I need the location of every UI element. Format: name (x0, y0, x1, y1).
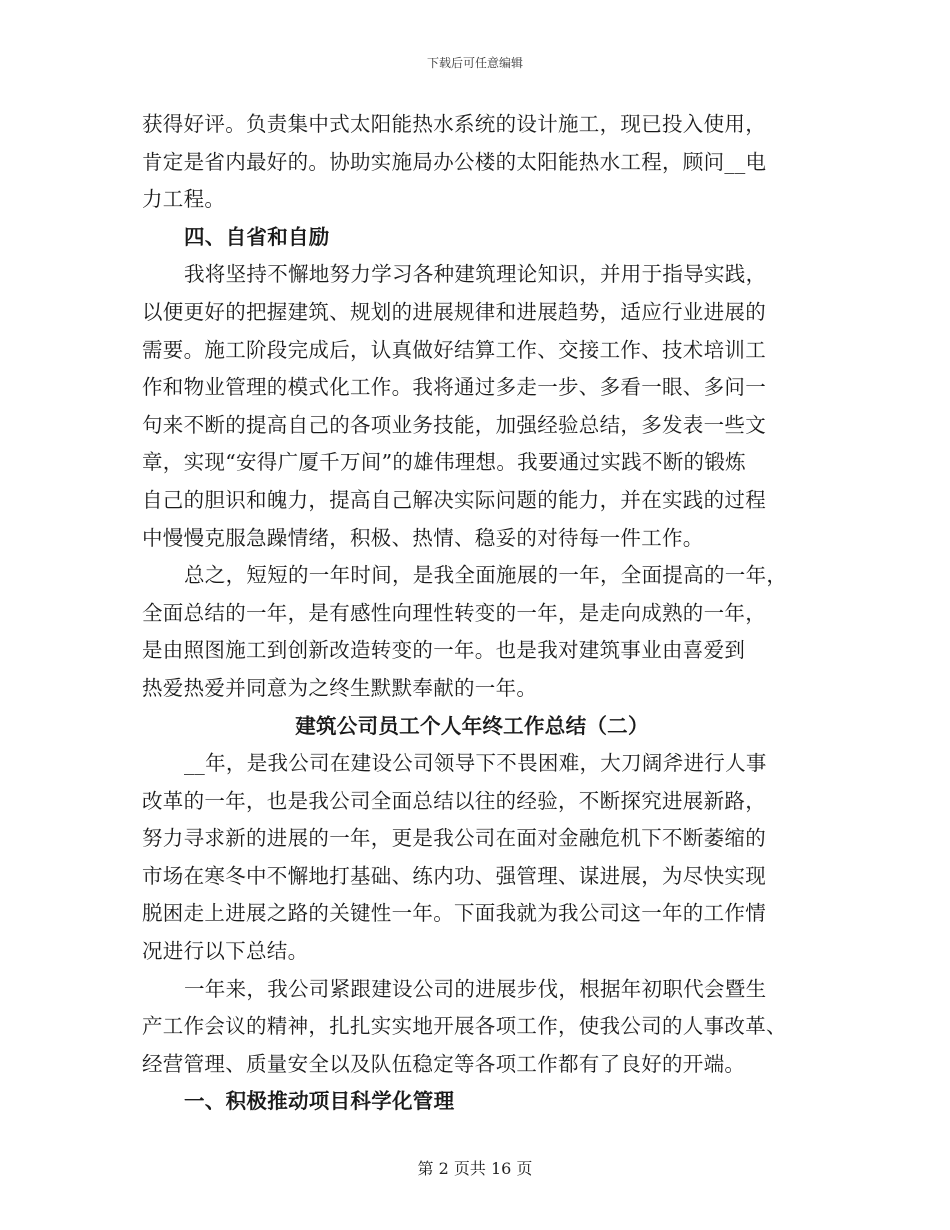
page-header: 下载后可任意编辑 (426, 56, 523, 70)
text-line: 自己的胆识和魄力，提高自己解决实际问题的能力，并在实践的过程 (142, 487, 766, 512)
text-line: __年，是我公司在建设公司领导下不畏困难，大刀阔斧进行人事 (184, 751, 767, 776)
text-line: 章，实现“安得广厦千万间”的雄伟理想。我要通过实践不断的锻炼 (142, 450, 746, 475)
text-line: 中慢慢克服急躁情绪，积极、热情、稳妥的对待每一件工作。 (142, 525, 704, 550)
text-line: 况进行以下总结。 (142, 939, 309, 964)
text-line: 热爱热爱并同意为之终生默默奉献的一年。 (142, 675, 538, 700)
section-heading: 四、自省和自励 (184, 224, 330, 249)
text-line: 作和物业管理的模式化工作。我将通过多走一步、多看一眼、多问一 (142, 375, 766, 400)
section-heading: 一、积极推动项目科学化管理 (184, 1089, 455, 1114)
text-line: 需要。施工阶段完成后，认真做好结算工作、交接工作、技术培训工 (142, 337, 766, 362)
text-line: 产工作会议的精神，扎扎实实地开展各项工作，使我公司的人事改革、 (142, 1014, 787, 1039)
text-line: 一年来，我公司紧跟建设公司的进展步伐，根据年初职代会暨生 (184, 976, 767, 1001)
text-line: 总之，短短的一年时间，是我全面施展的一年，全面提高的一年， (184, 563, 788, 588)
text-line: 努力寻求新的进展的一年，更是我公司在面对金融危机下不断萎缩的 (142, 826, 766, 851)
document-body (142, 106, 802, 1121)
text-line: 全面总结的一年，是有感性向理性转变的一年，是走向成熟的一年， (142, 600, 766, 625)
text-line: 我将坚持不懈地努力学习各种建筑理论知识，并用于指导实践， (184, 262, 767, 287)
page-footer: 第 2 页共 16 页 (417, 1159, 533, 1178)
text-line: 经营管理、质量安全以及队伍稳定等各项工作都有了良好的开端。 (142, 1051, 746, 1076)
text-line: 改革的一年，也是我公司全面总结以往的经验，不断探究进展新路， (142, 788, 766, 813)
text-line: 以便更好的把握建筑、规划的进展规律和进展趋势，适应行业进展的 (142, 299, 766, 324)
text-line: 肯定是省内最好的。协助实施局办公楼的太阳能热水工程，顾问__电 (142, 149, 767, 174)
text-line: 脱困走上进展之路的关键性一年。下面我就为我公司这一年的工作情 (142, 901, 766, 926)
document-title: 建筑公司员工个人年终工作总结（二） (295, 713, 649, 738)
text-line: 市场在寒冬中不懈地打基础、练内功、强管理、谋进展，为尽快实现 (142, 863, 766, 888)
text-line: 句来不断的提高自己的各项业务技能，加强经验总结，多发表一些文 (142, 412, 766, 437)
text-line: 是由照图施工到创新改造转变的一年。也是我对建筑事业由喜爱到 (142, 638, 746, 663)
text-line: 力工程。 (142, 187, 226, 212)
text-line: 获得好评。负责集中式太阳能热水系统的设计施工，现已投入使用， (142, 112, 766, 136)
